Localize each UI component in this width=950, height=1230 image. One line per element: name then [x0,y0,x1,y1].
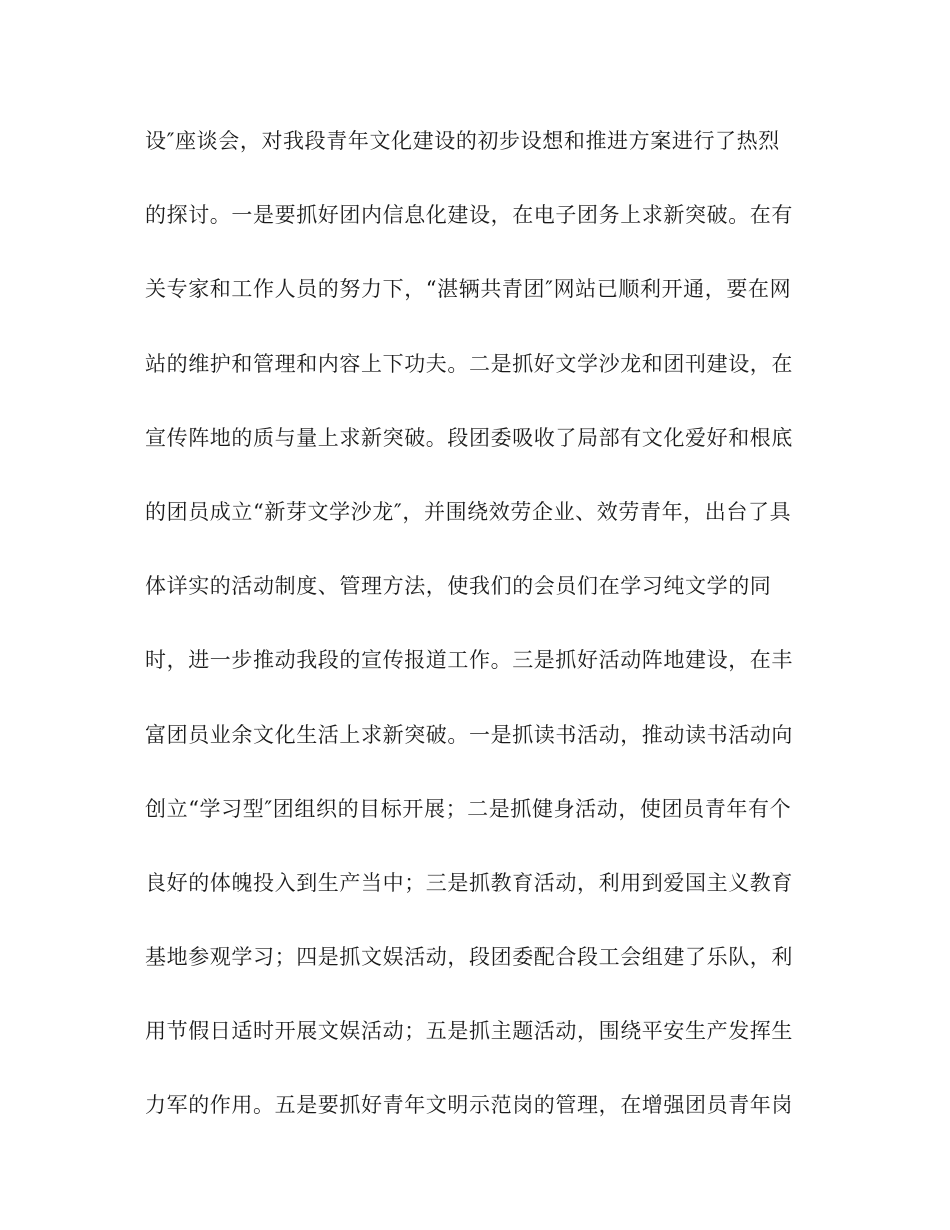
text-line-6: 的团员成立“新芽文学沙龙″，并围绕效劳企业、效劳青年，出台了具 [145,499,792,524]
text-line-9: 富团员业余文化生活上求新突破。一是抓读书活动，推动读书活动向 [145,722,793,747]
text-line-7: 体详实的活动制度、管理方法，使我们的会员们在学习纯文学的同 [145,574,772,599]
text-line-2: 的探讨。一是要抓好团内信息化建设，在电子团务上求新突破。在有 [145,203,793,228]
text-line-1: 设″座谈会，对我段青年文化建设的初步设想和推进方案进行了热烈 [145,129,780,153]
text-line-5: 宣传阵地的质与量上求新突破。段团委吸收了局部有文化爱好和根底 [145,425,793,450]
body-text [145,118,825,1157]
text-line-11: 良好的体魄投入到生产当中；三是抓教育活动，利用到爱国主义教育 [145,870,793,895]
text-line-8: 时，进一步推动我段的宣传报道工作。三是抓好活动阵地建设，在丰 [145,648,793,673]
text-line-4: 站的维护和管理和内容上下功夫。二是抓好文学沙龙和团刊建设，在 [145,351,793,376]
text-line-14: 力军的作用。五是要抓好青年文明示范岗的管理，在增强团员青年岗 [145,1093,793,1118]
text-line-3: 关专家和工作人员的努力下，“湛辆共青团″网站已顺利开通，要在网 [145,277,792,302]
text-line-12: 基地参观学习；四是抓文娱活动，段团委配合段工会组建了乐队，利 [145,945,793,970]
text-line-13: 用节假日适时开展文娱活动；五是抓主题活动，围绕平安生产发挥生 [145,1019,793,1044]
text-line-10: 创立“学习型″团组织的目标开展；二是抓健身活动，使团员青年有个 [145,796,792,821]
